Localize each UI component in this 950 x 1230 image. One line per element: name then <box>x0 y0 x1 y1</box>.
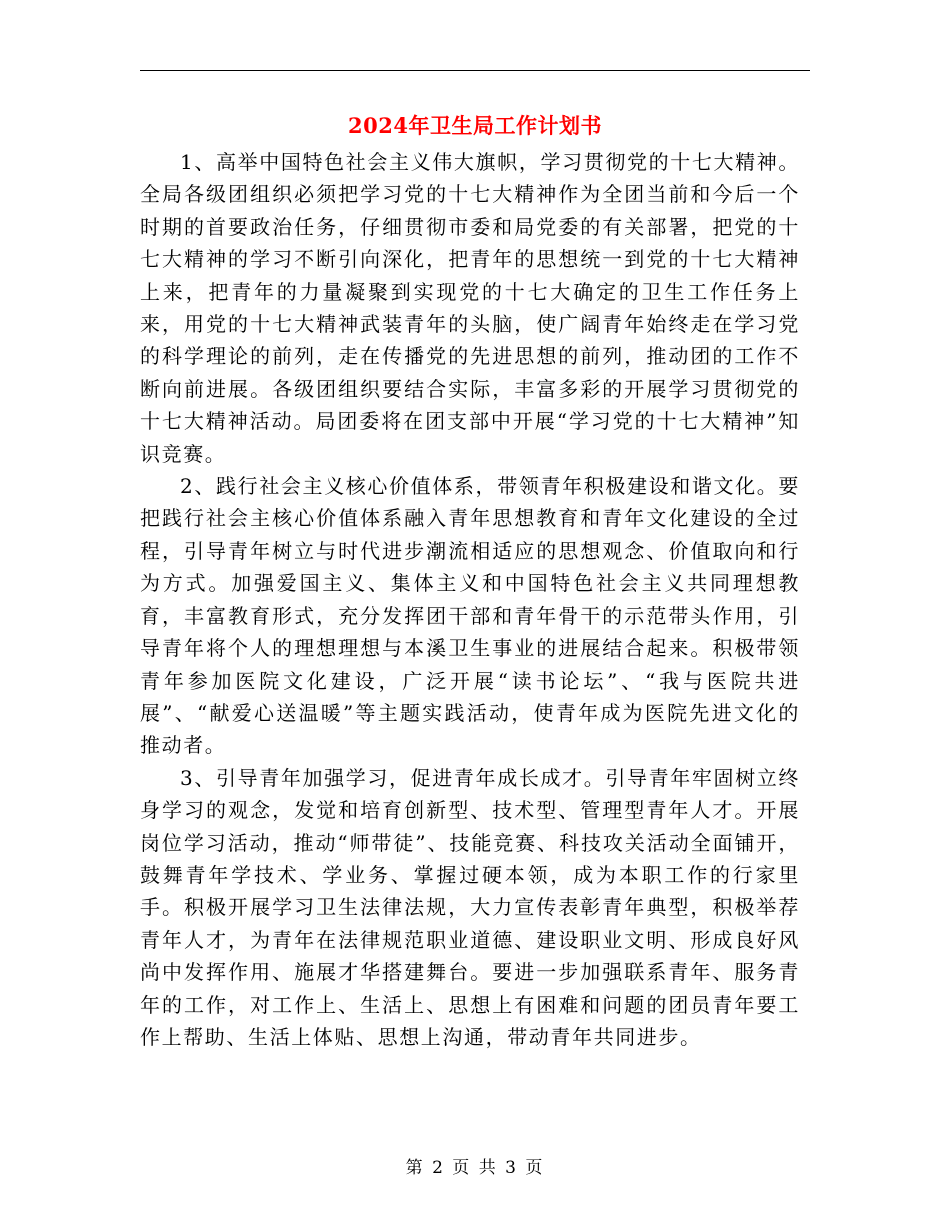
header-rule <box>140 70 810 71</box>
paragraph-2: 2、践行社会主义核心价值体系，带领青年积极建设和谐文化。要把践行社会主核心价值体系融入青年思想教育和青年文化建设的全过程，引导青年树立与时代进步潮流相适应的思想观念、价值取向和行为方式。加强爱国主义、集体主义和中国特色社会主义共同理想教育，丰富教育形式，充分发挥团干部和青年骨干的示范带头作用，引导青年将个人的理想理想与本溪卫生事业的进展结合起来。积极带领青年参加医院文化建设，广泛开展“读书论坛”、“我与医院共进展”、“献爱心送温暖”等主题实践活动，使青年成为医院先进文化的推动者。 <box>140 474 800 758</box>
paragraph-1: 1、高举中国特色社会主义伟大旗帜，学习贯彻党的十七大精神。全局各级团组织必须把学习党的十七大精神作为全团当前和今后一个时期的首要政治任务，仔细贯彻市委和局党委的有关部署，把党的十七大精神的学习不断引向深化，把青年的思想统一到党的十七大精神上来，把青年的力量凝聚到实现党的十七大确定的卫生工作任务上来，用党的十七大精神武装青年的头脑，使广阔青年始终走在学习党的科学理论的前列，走在传播党的先进思想的前列，推动团的工作不断向前进展。各级团组织要结合实际，丰富多彩的开展学习贯彻党的十七大精神活动。局团委将在团支部中开展“学习党的十七大精神”知识竞赛。 <box>140 150 800 466</box>
paragraph-3: 3、引导青年加强学习，促进青年成长成才。引导青年牢固树立终身学习的观念，发觉和培育创新型、技术型、管理型青年人才。开展岗位学习活动，推动“师带徒”、技能竞赛、科技攻关活动全面铺开，鼓舞青年学技术、学业务、掌握过硬本领，成为本职工作的行家里手。积极开展学习卫生法律法规，大力宣传表彰青年典型，积极举荐青年人才，为青年在法律规范职业道德、建设职业文明、形成良好风尚中发挥作用、施展才华搭建舞台。要进一步加强联系青年、服务青年的工作，对工作上、生活上、思想上有困难和问题的团员青年要工作上帮助、生活上体贴、思想上沟通，带动青年共同进步。 <box>140 765 800 1049</box>
document-title: 2024年卫生局工作计划书 <box>348 113 602 138</box>
document-body <box>140 146 800 1053</box>
page-number-footer: 第 2 页 共 3 页 <box>405 1158 545 1178</box>
